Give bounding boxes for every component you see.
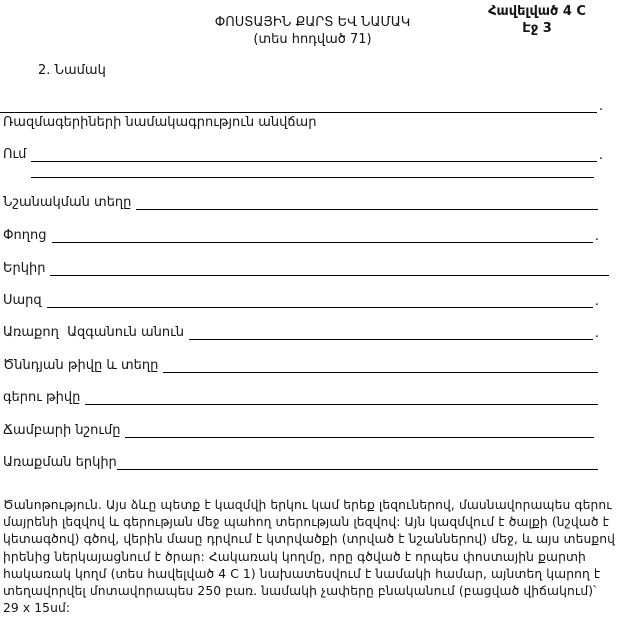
blank-line [31,161,594,178]
form-row-destination-place [3,194,598,210]
field-label: Առաքող Ազգանուն անուն [3,325,185,340]
field-label: Սարզ [3,293,42,308]
blank-line [0,96,597,113]
field-label: Առաքման երկիր [3,455,117,470]
field-label: գերու թիվը [3,390,81,405]
form-row-address-line-2 [31,162,594,178]
line-tail: . [598,99,603,114]
line-tail: . [594,294,599,309]
annex-label: Հավելված 4 C [488,4,586,19]
form-row-sender-name [3,324,599,340]
line-tail: . [594,229,599,244]
section-heading: 2. Նամակ [38,63,106,78]
blank-line [117,453,598,470]
blank-line [50,259,609,276]
blank-line [136,193,598,210]
form-row-to [3,146,603,162]
form-row-street [3,227,599,243]
field-label: Ճամբարի նշումը [3,423,121,438]
footnote-line: հակառակ կողմ (տես հավելված 4 C 1) նախատեսվում է նամակի համար, այնտեղ կարող է [3,566,601,581]
blank-line [125,421,594,438]
blank-line [85,388,598,405]
form-row-birth-date-place [3,357,598,373]
line-tail: . [598,148,603,163]
form-row-recipient-name [0,97,603,113]
footnote-paragraph [3,497,616,617]
doc-title: ՓՈՍՏԱՅԻՆ ՔԱՐՏ ԵՎ ՆԱՄԱԿ [214,15,411,30]
doc-subtitle: (տես հոդված 71) [253,32,372,47]
form-row-country [3,260,609,276]
footnote-line: իրենից ներկայացնում է ծրար: Հակառակ կողմը, որը գծված է որպես փոստային քարտի [3,549,586,564]
blank-line [47,291,593,308]
field-label: Նշանակման տեղը [3,195,132,210]
footnote-line: կետագծով) գծով, վերին մասը դրվում է կտրվածքի (տրված է նշաններով) մեջ, և այս տեսքով [3,532,616,547]
footnote-line: Ծանոթություն. Այս ձևը պետք է կազմվի երկու կամ երեք լեզուներով, մասնավորապես գերու [3,498,612,512]
line-tail: . [594,326,599,341]
blank-line [31,145,596,162]
footnote-line: մայրենի լեզվով և գերության մեջ պահող տերության լեզվով: Այն կազմվում է ծալքի (նշված է [3,515,610,530]
field-label: Երկիր [3,261,46,276]
blank-line [52,226,593,243]
footnote-line: 29 x 15սմ: [3,601,71,616]
free-post-note: Ռազմագերիների նամակագրություն անվճար [3,115,317,130]
footnote-line: տեղավորվել մոտավորապես 250 բառ. նամակի չափերը բնականում (բացված վիճակում)՝ [3,584,597,599]
page-number: Էջ 3 [522,21,552,36]
form-row-dispatch-country [3,454,598,470]
field-label: Ում [3,147,27,162]
form-row-camp-designation [3,422,594,438]
form-row-province [3,292,599,308]
title-block [0,14,625,48]
field-label: Փողոց [3,228,47,243]
form-row-prisoner-number [3,389,598,405]
field-label: Ծննդյան թիվը և տեղը [3,358,159,373]
blank-line [163,356,598,373]
blank-line [189,323,593,340]
